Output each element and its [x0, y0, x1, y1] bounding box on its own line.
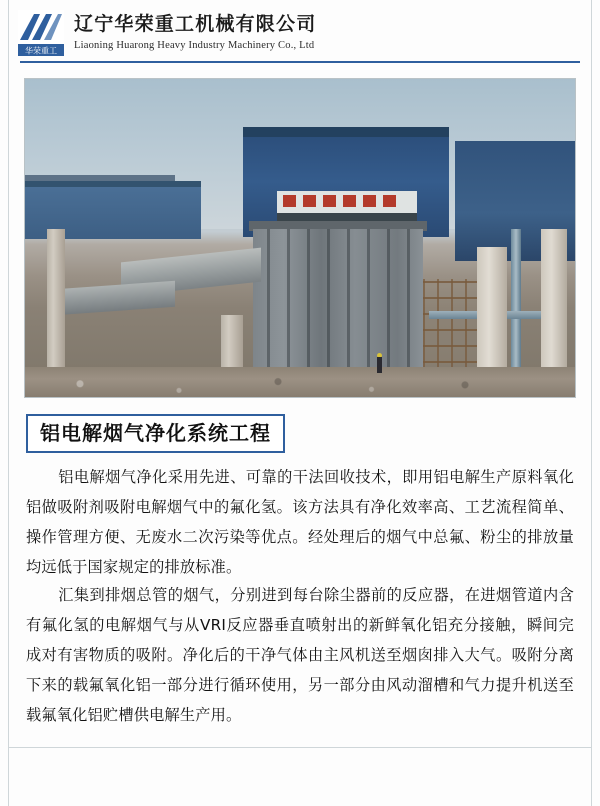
company-name-block [74, 12, 316, 53]
photo-vertical-pipe [511, 229, 521, 369]
page-border-left [8, 0, 9, 806]
company-name-cn: 辽宁华荣重工机械有限公司 [74, 13, 317, 35]
header-divider [20, 61, 580, 63]
page-header [0, 0, 600, 62]
section-title-box [26, 414, 285, 453]
section-title: 铝电解烟气净化系统工程 [40, 421, 271, 445]
photo-ground-debris [25, 375, 575, 397]
photo-scrubber-unit [253, 229, 423, 379]
paragraph-2-text: 汇集到排烟总管的烟气，分别进到每台除尘器前的反应器，在进烟管道内含有氟化氢的电解烟气与从VRI反应器垂直喷射出的新鲜氧化铝充分接触，瞬间完成对有害物质的吸附。净化后的干净气体由主风机送至烟囱排入大气。吸附分离下来的载氟氧化铝一部分进行循环使用，另一部分由风动溜槽和气力提升机送至载氟氧化铝贮槽供电解生产用。 [26, 586, 574, 724]
photo-duct-lower [55, 281, 175, 315]
photo-worker [377, 357, 382, 373]
page-border-right [591, 0, 592, 806]
company-name-en: Liaoning Huarong Heavy Industry Machinery Co., Ltd [74, 40, 315, 51]
project-photo [24, 78, 576, 398]
page-border-bottom [8, 747, 592, 748]
paragraph-1-text: 铝电解烟气净化采用先进、可靠的干法回收技术，即用铝电解生产原料氧化铝做吸附剂吸附电解烟气中的氟化氢。该方法具有净化效率高、工艺流程简单、操作管理方便、无废水二次污染等优点。经处理后的烟气中总氟、粉尘的排放量均远低于国家规定的排放标准。 [26, 468, 574, 576]
photo-canvas [25, 79, 575, 397]
company-logo-icon [18, 10, 64, 56]
svg-text:华荣重工: 华荣重工 [25, 46, 57, 56]
paragraph-1 [26, 462, 574, 582]
photo-scaffolding [423, 279, 481, 379]
paragraph-2 [26, 580, 574, 730]
